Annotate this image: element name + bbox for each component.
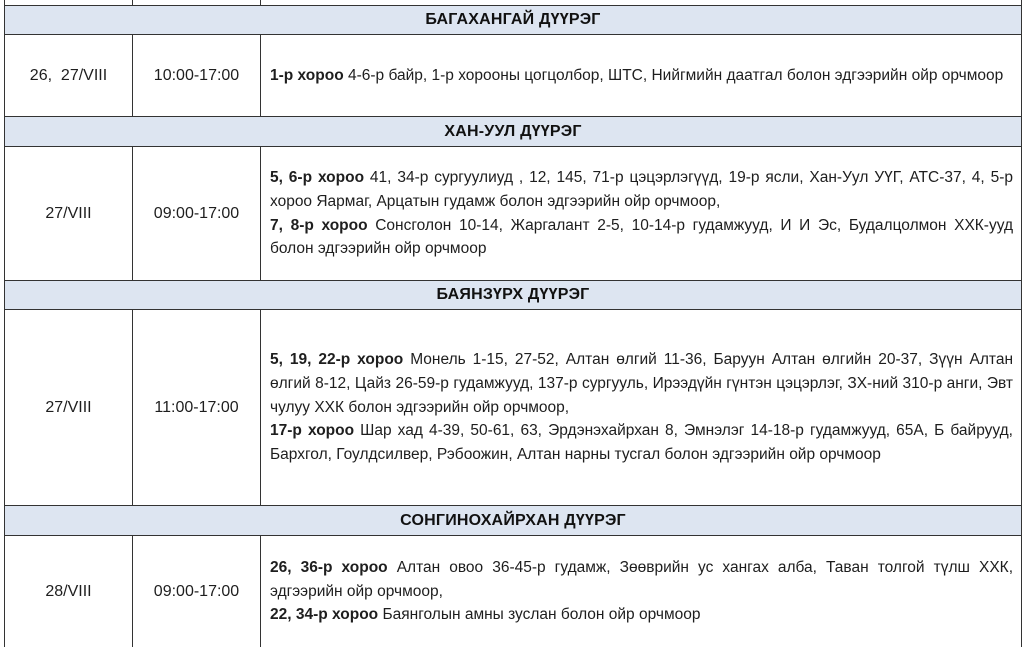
location-entry	[270, 603, 1013, 627]
location-text: 41, 34-р сургуулиуд , 12, 145, 71-р цэцэрлэгүүд, 19-р ясли, Хан-Уул УҮГ, АТС-37, 4, 5-р хороо Яармаг, Арцатын гудамж болон эдгээрийн ойр орчмоор,	[270, 168, 1013, 210]
table-row	[5, 35, 1021, 117]
time-value: 09:00-17:00	[153, 582, 240, 600]
district-header	[5, 6, 1021, 35]
location-entry	[270, 556, 1013, 604]
location-cell	[261, 536, 1021, 647]
time-cell	[133, 536, 261, 647]
time-cell	[133, 0, 261, 5]
date-value: 27/VIII	[45, 204, 92, 222]
time-value: 10:00-17:00	[153, 66, 240, 84]
location-text: 4-6-р байр, 1-р хорооны цогцолбор, ШТС, Нийгмийн даатгал болон эдгээрийн ойр орчмоор	[343, 66, 1004, 84]
date-cell	[5, 147, 133, 280]
date-value: 27/VIII	[45, 398, 92, 416]
location-cell	[261, 147, 1021, 280]
khoroo-label: 22, 34-р хороо	[270, 606, 379, 624]
date-value: 26, 27/VIII	[29, 66, 108, 84]
location-entry	[270, 166, 1013, 214]
district-name: СОНГИНОХАЙРХАН ДҮҮРЭГ	[400, 511, 626, 529]
location-entry	[270, 64, 1013, 88]
khoroo-label: 17-р хороо	[270, 422, 355, 440]
khoroo-label: 26, 36-р хороо	[270, 558, 388, 576]
table-row	[5, 310, 1021, 506]
district-header	[5, 281, 1021, 310]
date-cell	[5, 536, 133, 647]
location-entry	[270, 348, 1013, 419]
khoroo-label: 7, 8-р хороо	[270, 216, 368, 234]
district-header	[5, 117, 1021, 147]
table-row	[5, 147, 1021, 281]
date-value: 28/VIII	[45, 582, 92, 600]
location-text: Алтан овоо 36-45-р гудамж, Зөөврийн ус хангах алба, Таван толгой түлш ХХК, эдгээрийн ойр орчмоор,	[270, 558, 1014, 600]
khoroo-label: 5, 19, 22-р хороо	[270, 351, 404, 368]
time-value: 11:00-17:00	[154, 398, 239, 416]
location-entry	[270, 419, 1013, 467]
khoroo-label: 5, 6-р хороо	[270, 168, 365, 186]
district-name: БАГАХАНГАЙ ДҮҮРЭГ	[425, 11, 601, 28]
district-name: БАЯНЗҮРХ ДҮҮРЭГ	[436, 286, 590, 303]
date-cell	[5, 35, 133, 116]
district-header	[5, 506, 1021, 536]
location-text: Сонсголон 10-14, Жаргалант 2-5, 10-14-р гудамжууд, И И Эс, Будалцолмон ХХК-ууд болон эдгээрийн ойр орчмоор	[270, 216, 1014, 258]
location-text: Монель 1-15, 27-52, Алтан өлгий 11-36, Баруун Алтан өлгийн 20-37, Зүүн Алтан өлгий 8-12, Цайз 26-59-р гудамжууд, 137-р сургууль, Ирээдүйн гүнтэн цэцэрлэг, ЗХ-ний 310-р анги, Эвт чулуу ХХК болон эдгээрийн ойр орчмоор,	[270, 351, 1013, 416]
time-cell	[133, 147, 261, 280]
date-cell	[5, 0, 133, 5]
khoroo-label: 1-р хороо	[270, 66, 344, 84]
date-cell	[5, 310, 133, 505]
location-cell	[261, 35, 1021, 116]
location-text: Баянголын амны зуслан болон ойр орчмоор	[378, 606, 701, 624]
time-value: 09:00-17:00	[153, 204, 240, 222]
time-cell	[133, 310, 261, 505]
location-entry	[270, 214, 1013, 262]
location-cell	[261, 310, 1021, 505]
schedule-table	[4, 0, 1022, 647]
table-row	[5, 536, 1021, 647]
time-cell	[133, 35, 261, 116]
location-text: Шар хад 4-39, 50-61, 63, Эрдэнэхайрхан 8, Эмнэлэг 14-18-р гудамжууд, 65А, Б байрууд, Бархгол, Гоулдсилвер, Рэбоожин, Алтан нарны тусгал болон эдгээрийн ойр орчмоор	[270, 422, 1013, 464]
district-name: ХАН-УУЛ ДҮҮРЭГ	[444, 122, 582, 140]
